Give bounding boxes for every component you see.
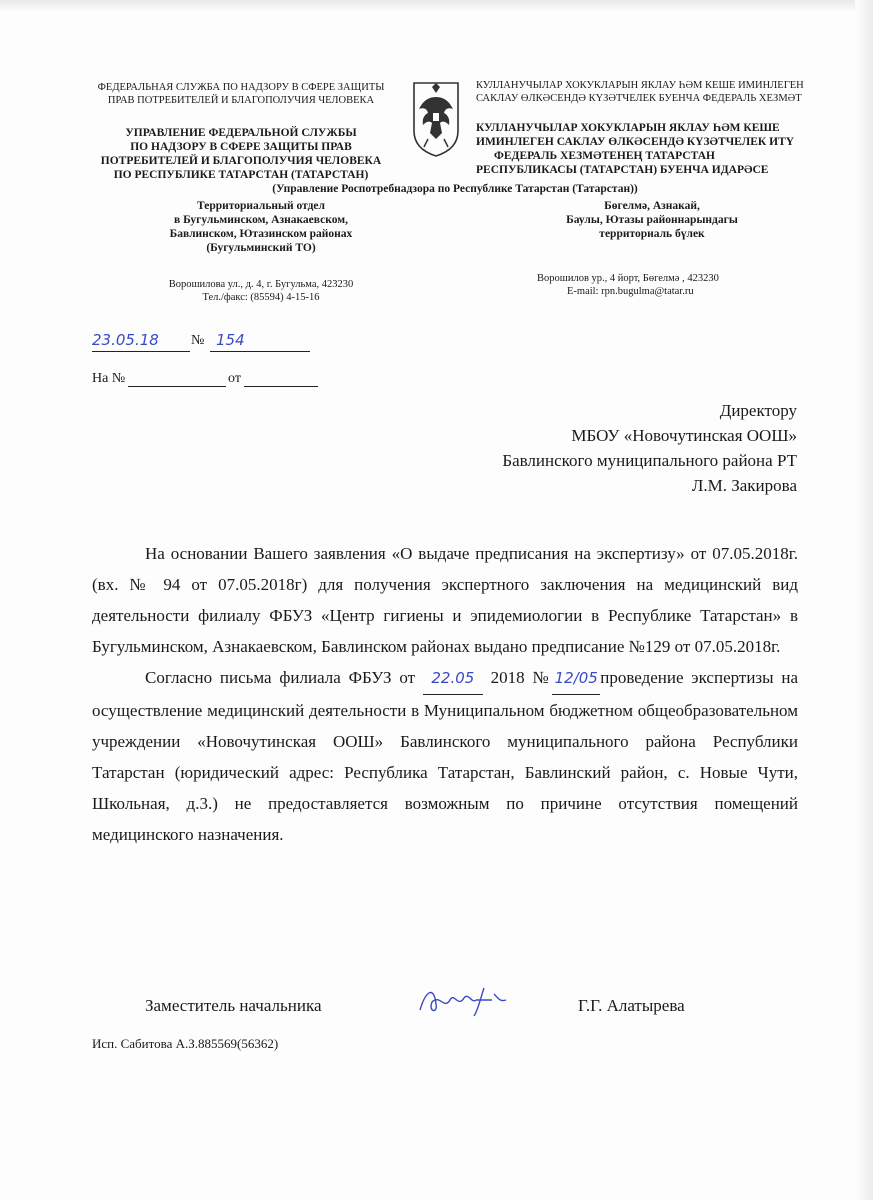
handwritten-signature — [414, 980, 514, 1020]
registration-date-field — [92, 331, 190, 352]
department-name-tatar-line: ИМИНЛЕГЕН САКЛАУ ӨЛКӘСЕНДӘ КҮЗӘТЧЕЛЕК ИТҮ — [476, 136, 795, 148]
paragraph-2-rest: проведение экспертизы на осуществление медицинский деятельности в Муниципальном бюджетном общеобразовательном учреждении «Новочутинская ООШ» Бавлинского муниципального района Республики Татарстан (юридический адрес: Республика Татарстан, Бавлинский район, с. Новые Чути, Школьная, д.3.) не предоставляется возможным по причине отсутствия помещений медицинского назначения. — [92, 668, 798, 844]
office-block-right — [512, 199, 792, 241]
reply-to-label: На № — [92, 371, 126, 386]
paragraph-2 — [92, 662, 798, 850]
office-name-line: (Бугульминский ТО) — [206, 242, 316, 254]
contacts-left — [116, 278, 406, 304]
letter-date-handwritten: 22.05 — [423, 663, 483, 695]
office-block-left — [116, 199, 406, 255]
paragraph-2-year: 2018 № — [482, 668, 553, 687]
registration-number-label: № — [191, 333, 205, 348]
addressee-name: Л.М. Закирова — [691, 476, 797, 495]
signer-position: Заместитель начальника — [145, 996, 322, 1015]
addressee-block — [502, 398, 797, 498]
department-name-line: ПО РЕСПУБЛИКЕ ТАТАРСТАН (ТАТАРСТАН) — [113, 169, 369, 181]
short-name: (Управление Роспотребнадзора по Республике Татарстан (Татарстан)) — [272, 183, 638, 195]
agency-name-line: ФЕДЕРАЛЬНАЯ СЛУЖБА ПО НАДЗОРУ В СФЕРЕ ЗАЩИТЫ — [97, 82, 385, 93]
addressee-title: Директору — [719, 401, 797, 420]
registration-number-field — [210, 331, 310, 352]
phone: Тел./факс: (85594) 4-15-16 — [202, 292, 320, 303]
department-name-line: УПРАВЛЕНИЕ ФЕДЕРАЛЬНОЙ СЛУЖБЫ — [125, 127, 357, 139]
office-name-line: в Бугульминском, Азнакаевском, — [174, 214, 348, 226]
paper-edge-shadow — [0, 0, 873, 12]
reply-date-field — [244, 372, 318, 387]
header-left — [84, 81, 398, 182]
department-name-tatar-line: КУЛЛАНУЧЫЛАР ХОКУКЛАРЫН ЯКЛАУ ҺӘМ КЕШЕ — [476, 122, 780, 134]
reply-number-field — [128, 372, 226, 387]
reply-from-label: от — [228, 371, 241, 386]
registration-date: 23.05.18 — [92, 331, 159, 349]
paragraph-1: На основании Вашего заявления «О выдаче предписания на экспертизу» от 07.05.2018г. (вх. № 94 от 07.05.2018г) для получения экспертного заключения на медицинский вид деятельности филиалу ФБУЗ «Центр гигиены и эпидемиологии в Республике Татарстан» в Бугульминском, Азнакаевском, Бавлинском районах выдано предписание №129 от 07.05.2018г. — [92, 544, 798, 656]
office-name-tatar-line: Бөгелмә, Азнакай, — [604, 200, 700, 212]
agency-name-tatar-line: КУЛЛАНУЧЫЛАР ХОКУКЛАРЫН ЯКЛАУ ҺӘМ КЕШЕ ИМИНЛЕГЕН — [476, 80, 804, 91]
coat-of-arms-emblem — [410, 79, 462, 159]
agency-name-tatar-line: САКЛАУ ӨЛКӘСЕНДӘ КҮЗӘТЧЕЛЕК БУЕНЧА ФЕДЕРАЛЬ ХЕЗМӘТ — [476, 93, 802, 104]
header-right — [476, 79, 804, 177]
signer-name: Г.Г. Алатырева — [578, 996, 685, 1015]
office-name-line: Территориальный отдел — [197, 200, 325, 212]
paper-edge-shadow — [855, 0, 873, 1200]
office-name-tatar-line: Баулы, Ютазы районнарындагы — [566, 214, 738, 226]
office-name-tatar-line: территориаль бүлек — [599, 228, 705, 240]
agency-name-line: ПРАВ ПОТРЕБИТЕЛЕЙ И БЛАГОПОЛУЧИЯ ЧЕЛОВЕКА — [107, 95, 375, 106]
executor-info: Исп. Сабитова А.З.885569(56362) — [92, 1036, 279, 1051]
office-name-line: Бавлинском, Ютазинском районах — [169, 228, 353, 240]
department-name-tatar-line: РЕСПУБЛИКАСЫ (ТАТАРСТАН) БУЕНЧА ИДАРӘСЕ — [476, 164, 769, 176]
address-left: Ворошилова ул., д. 4, г. Бугульма, 423230 — [168, 279, 354, 290]
department-name-line: ПОТРЕБИТЕЛЕЙ И БЛАГОПОЛУЧИЯ ЧЕЛОВЕКА — [100, 155, 382, 167]
paragraph-2-start: Согласно письма филиала ФБУЗ от — [145, 668, 423, 687]
department-name-tatar-line: ФЕДЕРАЛЬ ХЕЗМӘТЕНЕҢ ТАТАРСТАН — [494, 150, 715, 162]
addressee-district: Бавлинского муниципального района РТ — [502, 451, 797, 470]
department-name-line: ПО НАДЗОРУ В СФЕРЕ ЗАЩИТЫ ПРАВ — [130, 141, 352, 153]
letter-body — [92, 538, 798, 850]
contacts-right — [537, 272, 787, 298]
letter-number-handwritten: 12/05 — [552, 663, 600, 695]
address-right: Ворошилов ур., 4 йорт, Бөгелмә , 423230 — [537, 273, 719, 284]
registration-number: 154 — [216, 331, 245, 349]
addressee-organization: МБОУ «Новочутинская ООШ» — [571, 426, 797, 445]
email: E-mail: rpn.bugulma@tatar.ru — [567, 286, 694, 297]
